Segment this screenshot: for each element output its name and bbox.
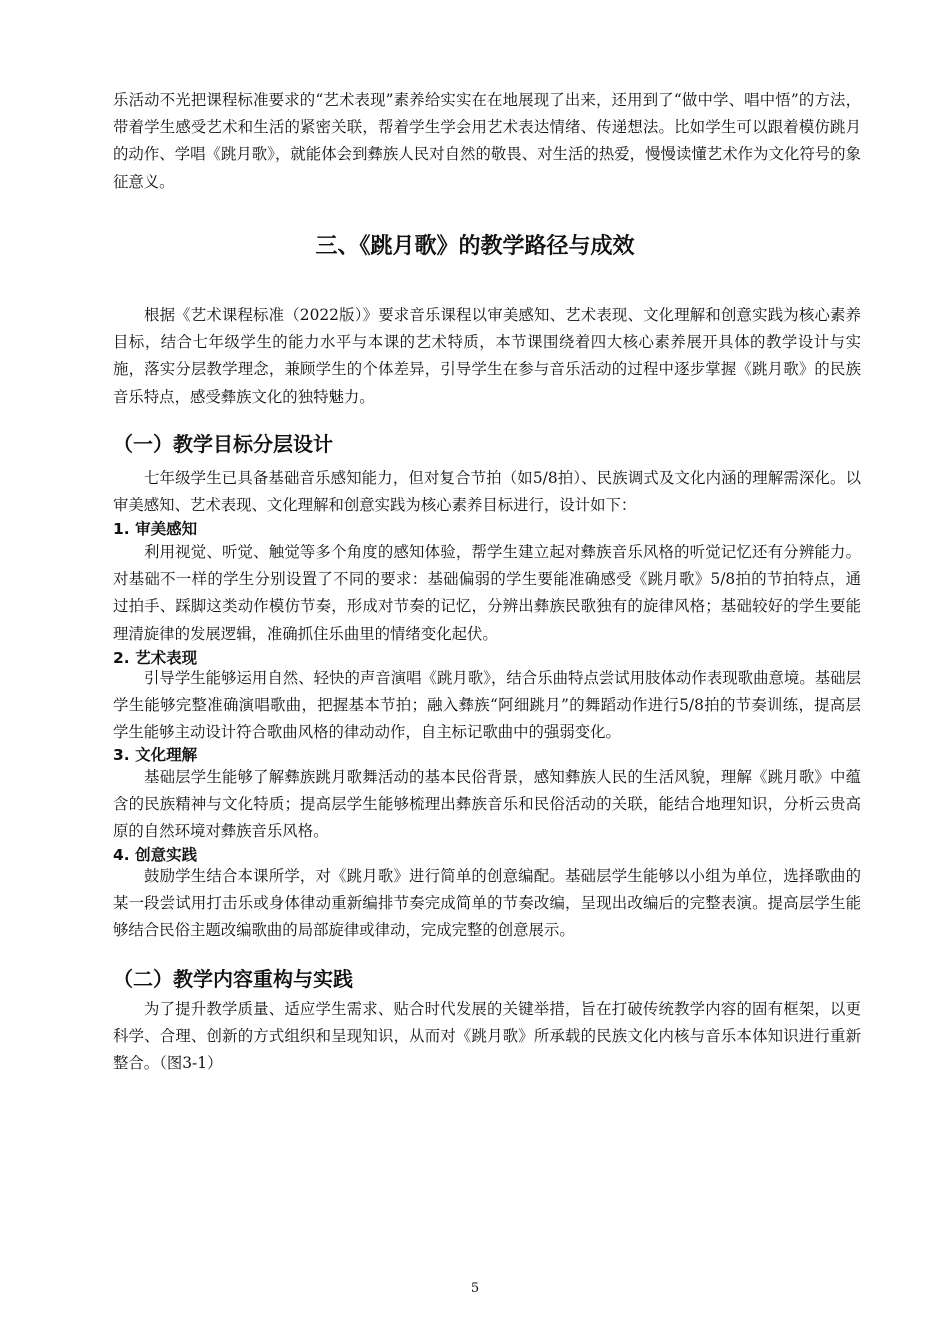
page-number: 5 — [470, 1281, 480, 1296]
intro-paragraph: 乐活动不光把课程标准要求的“艺术表现”素养给实实在在地展现了出来，还用到了“做中学、唱中悟”的方法，带着学生感受艺术和生活的紧密关联，帮着学生学会用艺术表达情绪、传递想法。比如学生可以跟着模仿跳月的动作、学唱《跳月歌》，就能体会到彝族人民对自然的敬畏、对生活的热爱，慢慢读懂艺术作为文化符号的象征意义。 — [113, 91, 861, 191]
item-2-title: 2. 艺术表现 — [113, 649, 198, 667]
item-4-title: 4. 创意实践 — [113, 846, 198, 864]
item-1-title: 1. 审美感知 — [113, 520, 198, 538]
item-3-body: 基础层学生能够了解彝族跳月歌舞活动的基本民俗背景，感知彝族人民的生活风貌，理解《跳月歌》中蕴含的民族精神与文化特质；提高层学生能够梳理出彝族音乐和民俗活动的关联，能结合地理知识，分析云贵高原的自然环境对彝族音乐风格。 — [113, 768, 861, 841]
section-intro-paragraph: 根据《艺术课程标准（2022版）》要求音乐课程以审美感知、艺术表现、文化理解和创意实践为核心素养目标，结合七年级学生的能力水平与本课的艺术特质，本节课围绕着四大核心素养展开具体的教学设计与实施，落实分层教学理念，兼顾学生的个体差异，引导学生在参与音乐活动的过程中逐步掌握《跳月歌》的民族音乐特点，感受彝族文化的独特魅力。 — [113, 306, 861, 406]
subsection-2-body: 为了提升教学质量、适应学生需求、贴合时代发展的关键举措，旨在打破传统教学内容的固有框架，以更科学、合理、创新的方式组织和呈现知识，从而对《跳月歌》所承载的民族文化内核与音乐本体知识进行重新整合。（图3-1） — [113, 1000, 861, 1073]
item-3-title: 3. 文化理解 — [113, 746, 198, 764]
subsection-2-title: （二）教学内容重构与实践 — [113, 967, 353, 991]
item-2-body: 引导学生能够运用自然、轻快的声音演唱《跳月歌》，结合乐曲特点尝试用肢体动作表现歌曲意境。基础层学生能够完整准确演唱歌曲，把握基本节拍；融入彝族“阿细跳月”的舞蹈动作进行5/8拍的节奏训练，提高层学生能够主动设计符合歌曲风格的律动动作，自主标记歌曲中的强弱变化。 — [113, 669, 861, 742]
item-1-body: 利用视觉、听觉、触觉等多个角度的感知体验，帮学生建立起对彝族音乐风格的听觉记忆还有分辨能力。对基础不一样的学生分别设置了不同的要求：基础偏弱的学生要能准确感受《跳月歌》5/8拍的节拍特点，通过拍手、踩脚这类动作模仿节奏，形成对节奏的记忆，分辨出彝族民歌独有的旋律风格；基础较好的学生要能理清旋律的发展逻辑，准确抓住乐曲里的情绪变化起伏。 — [113, 543, 861, 643]
subsection-1-title: （一）教学目标分层设计 — [113, 432, 333, 456]
section-title: 三、《跳月歌》的教学路径与成效 — [315, 234, 635, 259]
subsection-1-intro: 七年级学生已具备基础音乐感知能力，但对复合节拍（如5/8拍）、民族调式及文化内涵的理解需深化。以审美感知、艺术表现、文化理解和创意实践为核心素养目标进行，设计如下： — [113, 469, 861, 515]
item-4-body: 鼓励学生结合本课所学，对《跳月歌》进行简单的创意编配。基础层学生能够以小组为单位，选择歌曲的某一段尝试用打击乐或身体律动重新编排节奏完成简单的节奏改编，呈现出改编后的完整表演。提高层学生能够结合民俗主题改编歌曲的局部旋律或律动，完成完整的创意展示。 — [113, 867, 861, 940]
